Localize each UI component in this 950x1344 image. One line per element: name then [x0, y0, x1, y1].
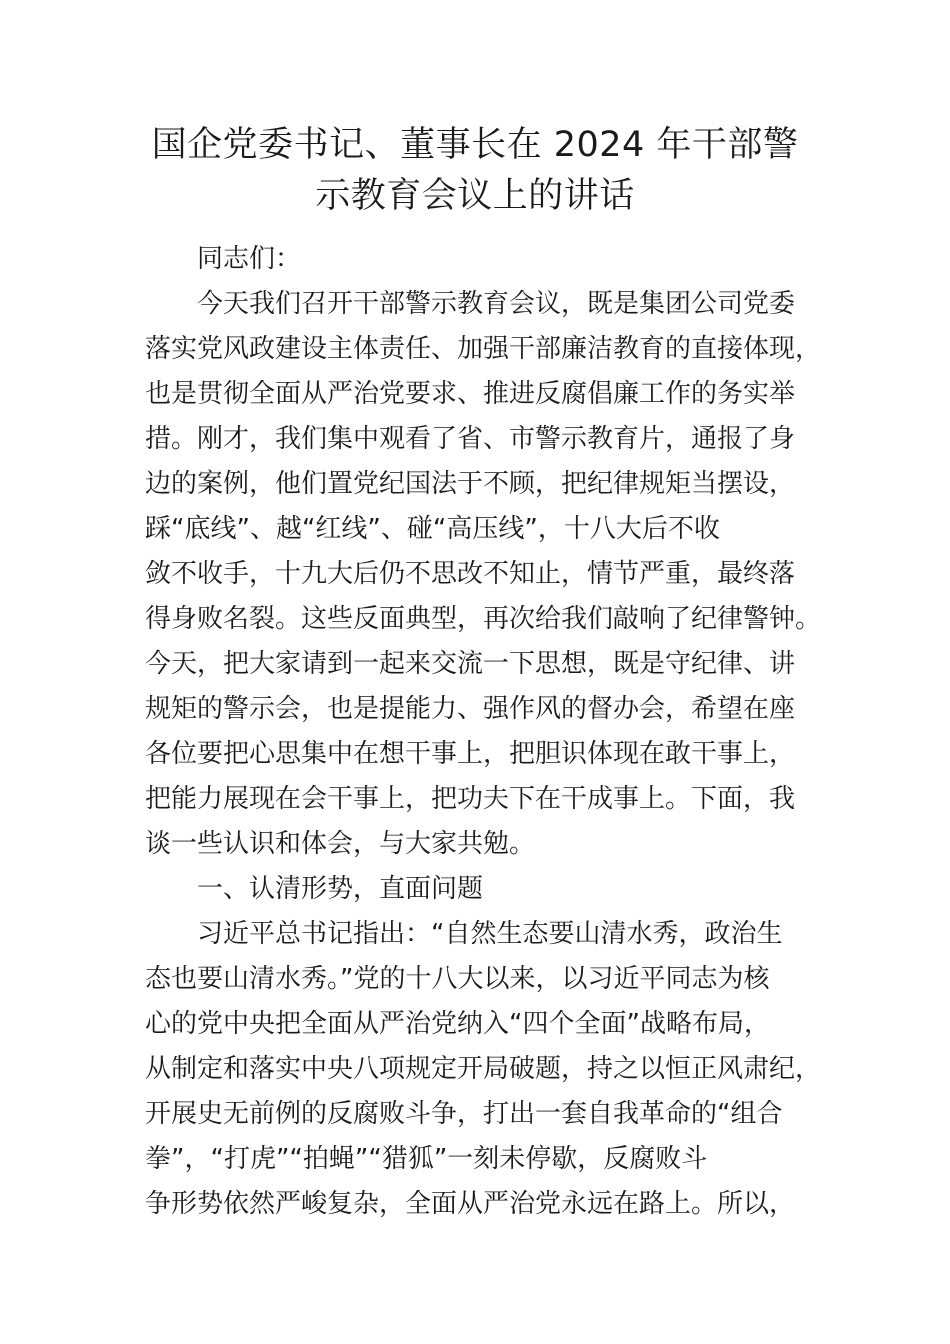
text-line: 措。刚才，我们集中观看了省、市警示教育片，通报了身: [145, 424, 796, 454]
text-line: 今天我们召开干部警示教育会议，既是集团公司党委: [197, 289, 796, 319]
text-line: 谈一些认识和体会，与大家共勉。: [145, 829, 536, 859]
text-line: 落实党风政建设主体责任、加强干部廉洁教育的直接体现，: [145, 334, 822, 364]
text-line: 争形势依然严峻复杂，全面从严治党永远在路上。所以，: [145, 1189, 796, 1219]
document-body: [145, 237, 825, 1227]
document-title: [120, 120, 830, 222]
text-line: 各位要把心思集中在想干事上，把胆识体现在敢干事上，: [145, 739, 796, 769]
title-line-1: 国企党委书记、董事长在 2024 年干部警: [151, 125, 799, 165]
text-line: 态也要山清水秀。”党的十八大以来，以习近平同志为核: [145, 964, 770, 994]
text-line: 一、认清形势，直面问题: [197, 874, 484, 904]
text-line: 心的党中央把全面从严治党纳入“四个全面”战略布局，: [145, 1009, 770, 1039]
text-line: 从制定和落实中央八项规定开局破题，持之以恒正风肃纪，: [145, 1054, 822, 1084]
text-line: 规矩的警示会，也是提能力、强作风的督办会，希望在座: [145, 694, 796, 724]
text-line: 开展史无前例的反腐败斗争，打出一套自我革命的“组合: [145, 1099, 783, 1129]
text-line: 同志们：: [197, 244, 302, 274]
text-line: 拳”，“打虎”“拍蝇”“猎狐”一刻未停歇，反腐败斗: [145, 1144, 708, 1174]
text-line: 今天，把大家请到一起来交流一下思想，既是守纪律、讲: [145, 649, 796, 679]
text-line: 踩“底线”、越“红线”、碰“高压线”，十八大后不收: [145, 514, 720, 544]
text-line: 得身败名裂。这些反面典型，再次给我们敲响了纪律警钟。: [145, 604, 822, 634]
title-line-2: 示教育会议上的讲话: [315, 176, 635, 216]
text-line: 也是贯彻全面从严治党要求、推进反腐倡廉工作的务实举: [145, 379, 796, 409]
text-line: 边的案例，他们置党纪国法于不顾，把纪律规矩当摆设，: [145, 469, 796, 499]
text-line: 敛不收手，十九大后仍不思改不知止，情节严重，最终落: [145, 559, 796, 589]
text-line: 习近平总书记指出：“自然生态要山清水秀，政治生: [197, 919, 783, 949]
text-line: 把能力展现在会干事上，把功夫下在干成事上。下面，我: [145, 784, 796, 814]
